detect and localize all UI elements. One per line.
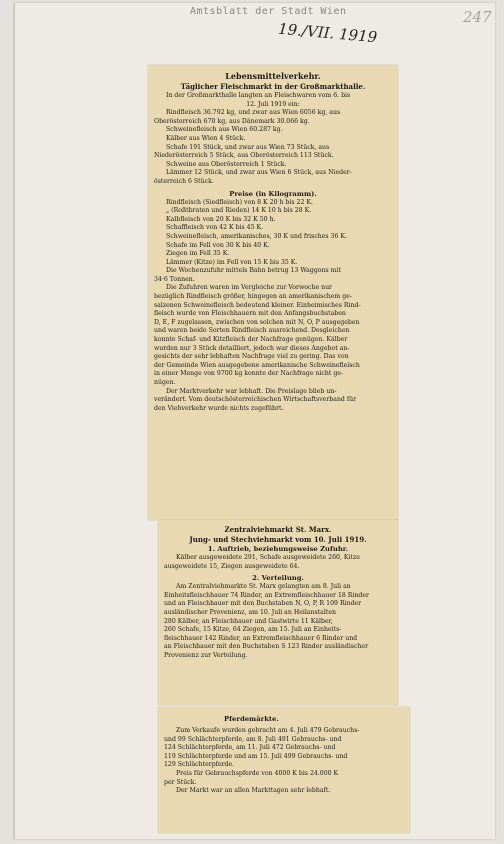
handwritten-date: 19./VII. 1919 xyxy=(277,19,378,47)
price-line: Ziegen im Fell 35 K. xyxy=(166,250,230,258)
text-line: und an Fleischhauer mit den Buchstaben N, O, P, R 109 Rinder xyxy=(164,600,362,608)
text-line: und waren beide Sorten Rindfleisch ausreichend. Desgleichen xyxy=(154,327,350,335)
text-line: Der Markt war an allen Markttagen sehr lebhaft. xyxy=(176,787,331,795)
price-line: Schaffleisch von 42 K bis 45 K. xyxy=(166,224,264,232)
text-line: Provenienz zur Verteilung. xyxy=(164,651,248,659)
arrivals-list xyxy=(154,92,392,187)
prices-list xyxy=(154,199,392,285)
text-line: fleisch wurde von Fleischhauern mit den Anfangsbuchstaben xyxy=(154,310,346,318)
text-line: an Fleischhauer mit den Buchstaben S 123 Rinder ausländischer xyxy=(164,643,369,651)
text-line: in einer Menge von 9700 kg konnte der Nachfrage nicht ge- xyxy=(154,370,344,378)
text-line: salzenen Schweinefleisch bedeutend kleiner. Einheimisches Rind- xyxy=(154,301,361,309)
text-line: Die Zufuhren waren im Vergleiche zur Vorwoche nur xyxy=(166,284,333,292)
pferde-title: Pferdemärkte. xyxy=(224,715,279,723)
price-line: Kalbfleisch von 20 K bis 32 K 50 h. xyxy=(166,215,276,223)
clipping-zentralviehmarkt xyxy=(158,520,398,705)
fleischmarkt-title: Täglicher Fleischmarkt in der Großmarkthalle. xyxy=(180,82,366,91)
text-line: konnte Schaf- und Kitzfleisch der Nachfrage genügen. Kälber xyxy=(154,336,348,344)
price-line: Die Wochenzufuhr mittels Bahn betrug 13 Waggons mit xyxy=(166,267,341,275)
text-line: Oberösterreich 670 kg, aus Dänemark 30.066 kg. xyxy=(154,117,310,125)
text-line: 280 Kälber, an Fleischhauer und Gastwirte 11 Kälber, xyxy=(164,617,333,625)
text-line: Einheitsfleischhauer 74 Rinder, an Extremfleischhauer 18 Rinder xyxy=(164,591,370,599)
text-line: fleischhauer 142 Rinder, an Extremfleischhauer 6 Rinder und xyxy=(164,634,358,642)
section-title: Lebensmittelverkehr. xyxy=(225,71,321,81)
archive-stamp: Amtsblatt der Stadt Wien xyxy=(190,6,347,17)
text-line: Lämmer 12 Stück, und zwar aus Wien 6 Stück, aus Nieder- xyxy=(166,169,352,177)
clipping-fleischmarkt-text xyxy=(148,71,398,413)
price-line: Schweinefleisch, amerikanisches, 30 K und frisches 36 K. xyxy=(166,232,347,240)
text-line: Am Zentralviehmarkte St. Marx gelangten am 8. Juli an xyxy=(176,583,351,591)
pferde-paragraph xyxy=(164,727,404,796)
text-line: Kälber aus Wien 4 Stück. xyxy=(166,134,246,142)
text-line: Preis für Gebrauchspferde von 4000 K bis 24.000 K xyxy=(176,769,339,777)
text-line: ausgeweidete 15, Ziegen ausgeweidete 64. xyxy=(164,562,300,570)
text-line: 260 Schafe, 15 Kitze, 64 Ziegen, am 15. Juli an Einheits- xyxy=(164,626,342,634)
text-line: nügen. xyxy=(154,379,176,386)
text-line: bezüglich Rindfleisch größer, hingegen an amerikanischem ge- xyxy=(154,293,352,301)
text-line: Niederösterreich 5 Stück, aus Oberösterreich 113 Stück. xyxy=(154,152,334,160)
verteilung-paragraph xyxy=(164,583,392,660)
price-line: Lämmer (Kitze) im Fell von 15 K bis 35 K. xyxy=(166,258,298,266)
text-line: Der Marktverkehr war lebhaft. Die Preislage blieb un- xyxy=(166,387,337,395)
auftrieb-heading: 1. Auftrieb, beziehungsweise Zufuhr. xyxy=(207,545,349,553)
text-line: österreich 6 Stück. xyxy=(154,177,214,185)
text-line: In der Großmarkthalle langten an Fleischwaren vom 6. bis xyxy=(166,92,351,99)
report-paragraph xyxy=(154,284,392,387)
text-line: 12. Juli 1919 ein: xyxy=(246,100,300,108)
verteilung-heading: 2. Verteilung. xyxy=(252,574,304,583)
text-line: der Gemeinde Wien ausgegebene amerikanische Schweinefleisch xyxy=(154,361,360,369)
price-line: 34·6 Tonnen. xyxy=(154,275,195,283)
text-line: 119 Schlächterpferde und am 15. Juli 499 Gebrauchs- und xyxy=(164,752,348,760)
text-line: den Viehverkehr wurde nichts zugeführt. xyxy=(154,404,284,412)
text-line: Zum Verkaufe wurden gebracht am 4. Juli 479 Gebrauchs- xyxy=(176,727,360,734)
text-line: Rindfleisch 36.792 kg, und zwar aus Wien 6056 kg, aus xyxy=(166,109,341,117)
text-line: gesichts der sehr lebhaften Nachfrage viel zu gering. Das von xyxy=(154,353,349,361)
clipping-pferdemaerkte-text xyxy=(158,715,410,796)
zentral-title: Zentralviehmarkt St. Marx. xyxy=(224,525,332,534)
text-line: 129 Schlächterpferde. xyxy=(164,761,235,769)
text-line: D, E, F zugelassen, zwischen von solchen mit N, O, P ausgegeben xyxy=(154,318,360,326)
clipping-pferdemaerkte xyxy=(158,707,410,833)
clipping-fleischmarkt xyxy=(148,65,398,520)
price-line: Rindfleisch (Siedfleisch) von 8 K 20 h bis 22 K. xyxy=(166,198,313,206)
text-line: ausländischer Provenienz, am 10. Juli an Heilanstalten xyxy=(164,608,336,616)
text-line: verändert. Vom deutschösterreichischen Wirtschaftsverband für xyxy=(154,396,357,404)
prices-title: Preise (in Kilogramm). xyxy=(229,189,317,198)
text-line: 124 Schlächterpferde, am 11. Juli 472 Gebrauchs- und xyxy=(164,744,336,752)
clipping-zentralviehmarkt-text xyxy=(158,525,398,661)
text-line: Schafe 191 Stück, und zwar aus Wien 73 Stück, aus xyxy=(166,143,330,151)
price-line: „ (Roßtbraten und Rieden) 14 K 10 h bis 28 K. xyxy=(166,207,312,215)
text-line: Kälber ausgeweidete 291, Schafe ausgeweidete 260, Kitze xyxy=(176,554,360,561)
text-line: wurden nur 3 Stück detailliert, jedoch war dieses Angebot an- xyxy=(154,344,350,352)
market-paragraph xyxy=(154,388,392,414)
zentral-subtitle: Jung- und Stechviehmarkt vom 10. Juli 1919. xyxy=(189,535,367,544)
text-line: Schweinefleisch aus Wien 60.287 kg. xyxy=(166,126,283,134)
text-line: per Stück. xyxy=(164,778,197,786)
price-line: Schafe im Fell von 30 K bis 40 K. xyxy=(166,241,270,249)
text-line: Schweine aus Oberösterreich 1 Stück. xyxy=(166,160,287,168)
text-line: und 99 Schlächterpferde, am 8. Juli 491 Gebrauchs- und xyxy=(164,735,342,743)
page-number: 247 xyxy=(463,8,492,26)
